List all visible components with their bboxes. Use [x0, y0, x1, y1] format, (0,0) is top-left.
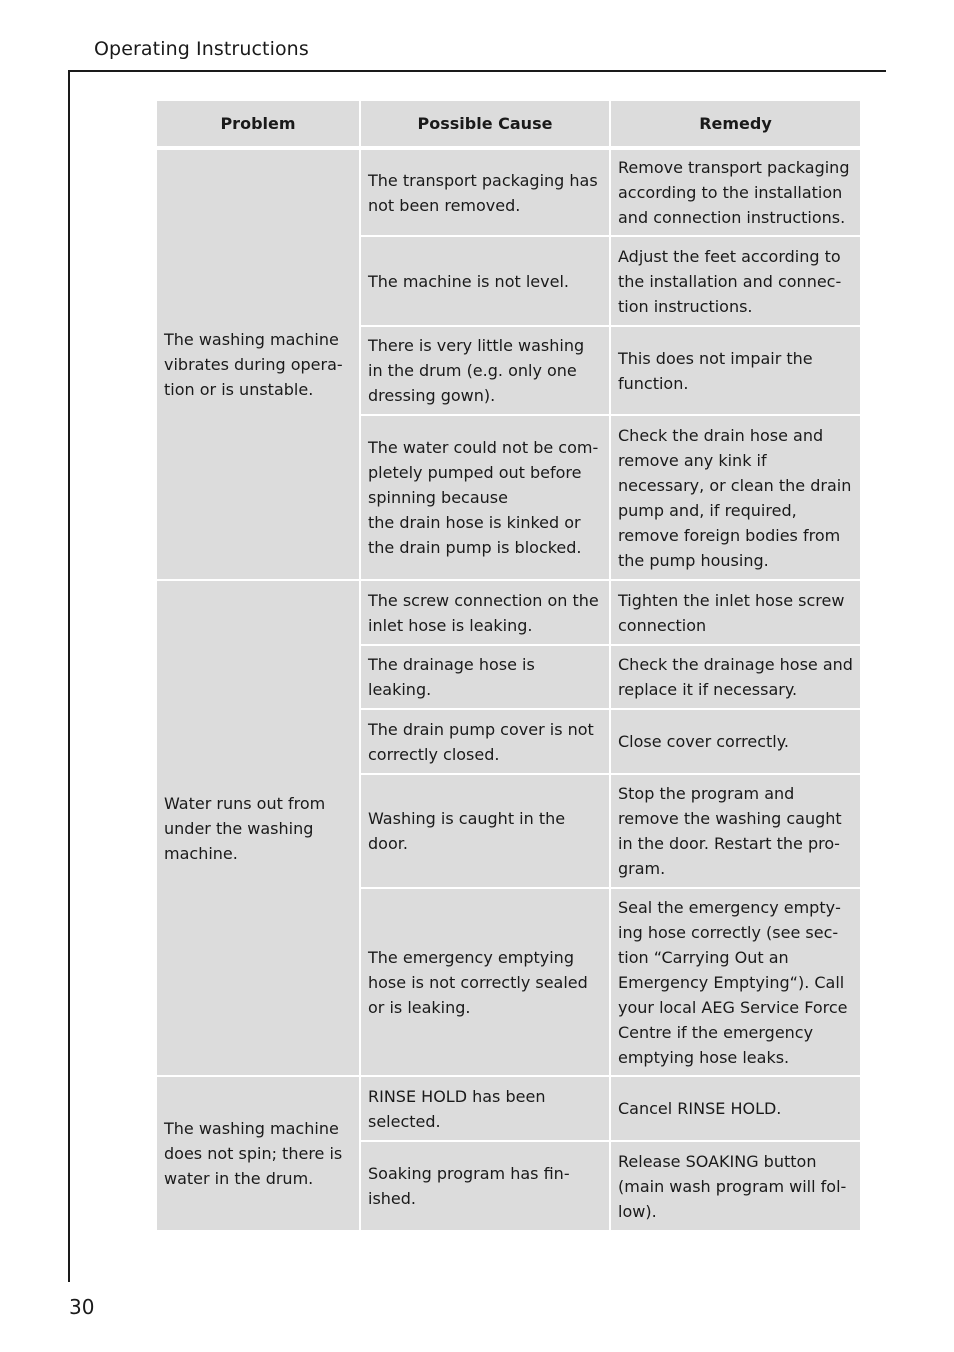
cause-cell: There is very little washing in the drum (e.g. only one dressing gown). — [361, 327, 609, 414]
running-header: Operating Instructions — [94, 38, 309, 60]
remedy-cell: Cancel RINSE HOLD. — [611, 1077, 860, 1140]
remedy-cell: Adjust the feet according to the installation and connection instructions. — [611, 237, 860, 325]
remedy-cell: Release SOAKING button (main wash program will follow). — [611, 1142, 860, 1230]
remedy-cell: Stop the program and remove the washing caught in the door. Restart the program. — [611, 775, 860, 887]
table-row — [157, 150, 860, 235]
column-header-problem: Problem — [157, 101, 359, 146]
cause-cell: The machine is not level. — [361, 237, 609, 325]
table-row — [157, 581, 860, 644]
cause-cell: Washing is caught in the door. — [361, 775, 609, 887]
remedy-cell: Remove transport packaging according to the installation and connection instructions. — [611, 150, 860, 235]
table-row — [157, 1077, 860, 1140]
remedy-cell: Check the drainage hose and replace it if necessary. — [611, 646, 860, 708]
cause-cell: The emergency emptying hose is not correctly sealed or is leaking. — [361, 889, 609, 1075]
cause-cell: The screw connection on the inlet hose is leaking. — [361, 581, 609, 644]
remedy-cell: This does not impair the function. — [611, 327, 860, 414]
column-header-cause: Possible Cause — [361, 101, 609, 146]
problem-cell: The washing machine does not spin; there is water in the drum. — [157, 1077, 359, 1230]
remedy-cell: Check the drain hose and remove any kink if necessary, or clean the drain pump and, if required, remove foreign bodies from the pump housing. — [611, 416, 860, 579]
cause-cell: The transport packaging has not been removed. — [361, 150, 609, 235]
cause-cell: The drain pump cover is not correctly closed. — [361, 710, 609, 773]
problem-cell: The washing machine vibrates during operation or is unstable. — [157, 150, 359, 579]
remedy-cell: Tighten the inlet hose screw connection — [611, 581, 860, 644]
column-header-remedy: Remedy — [611, 101, 860, 146]
header-rule — [68, 70, 886, 72]
cause-cell: The drainage hose is leaking. — [361, 646, 609, 708]
page-number: 30 — [69, 1295, 95, 1319]
cause-cell: The water could not be completely pumped out before spinning because the drain hose is kinked or the drain pump is blocked. — [361, 416, 609, 579]
problem-cell: Water runs out from under the washing machine. — [157, 581, 359, 1075]
remedy-cell: Seal the emergency emptying hose correctly (see section “Carrying Out an Emergency Emptying“). Call your local AEG Service Force Centre if the emergency emptying hose leaks. — [611, 889, 860, 1075]
troubleshooting-table — [157, 101, 860, 1230]
cause-cell: RINSE HOLD has been selected. — [361, 1077, 609, 1140]
table-header-row — [157, 101, 860, 146]
cause-cell: Soaking program has finished. — [361, 1142, 609, 1230]
margin-rule — [68, 70, 70, 1282]
remedy-cell: Close cover correctly. — [611, 710, 860, 773]
